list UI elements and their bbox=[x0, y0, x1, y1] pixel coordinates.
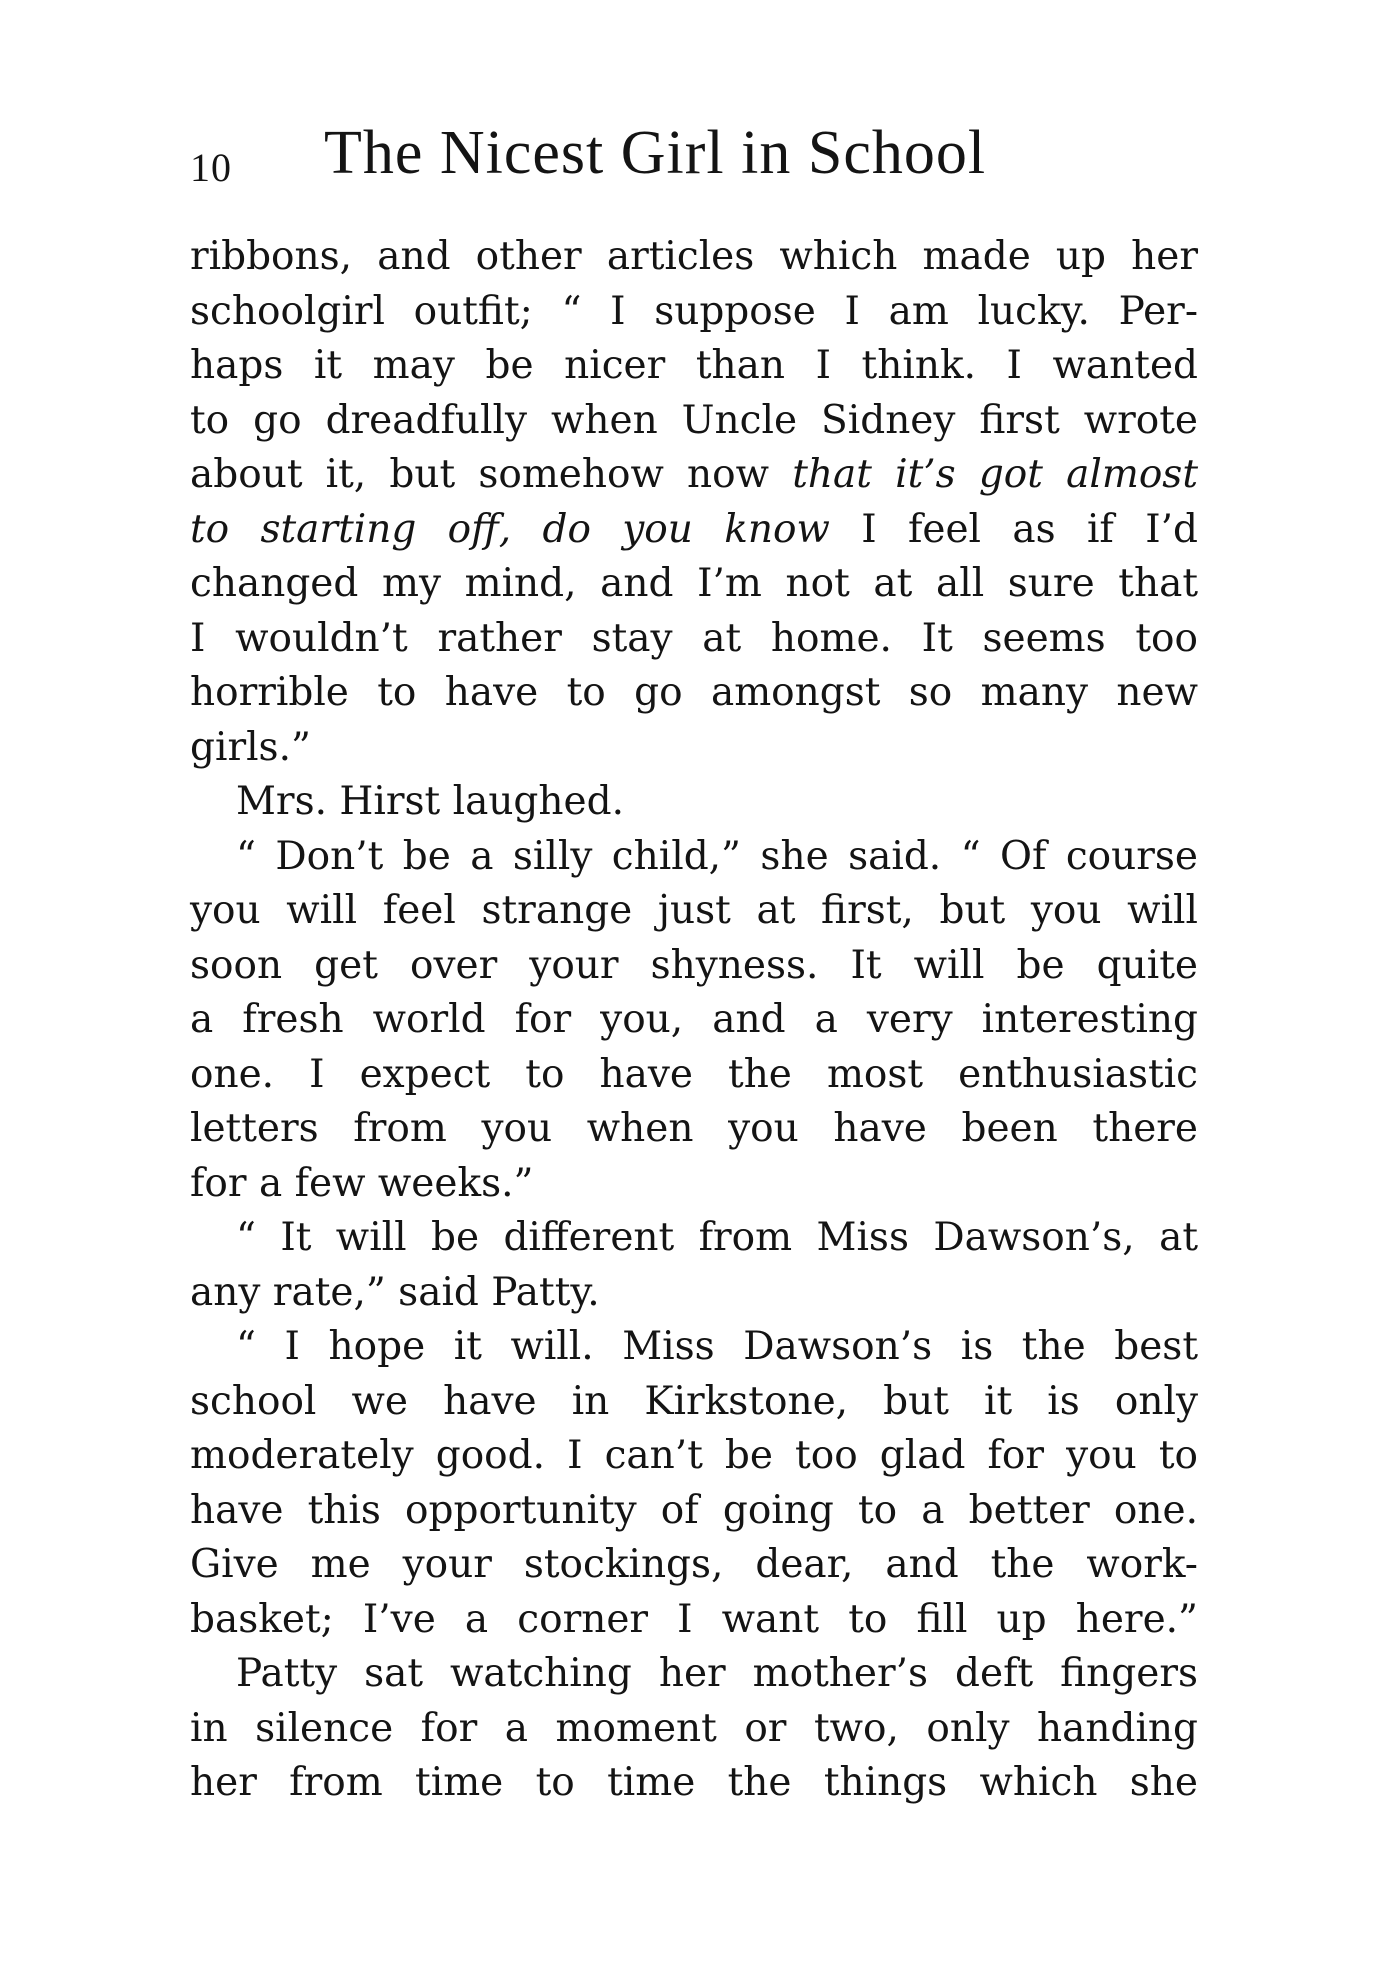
text-line-15: a fresh world for you, and a very interesting bbox=[190, 997, 1198, 1042]
text-line-27: Patty sat watching her mother’s deft fingers bbox=[236, 1651, 1198, 1696]
text-line-7: changed my mind, and I’m not at all sure that bbox=[190, 561, 1198, 606]
text-line-5 bbox=[190, 448, 1198, 503]
text-line-3: haps it may be nicer than I think. I wanted bbox=[190, 343, 1198, 388]
running-head bbox=[190, 118, 1200, 198]
body-text bbox=[190, 230, 1198, 1811]
text-line-6 bbox=[190, 503, 1198, 558]
text-line-29: her from time to time the things which she bbox=[190, 1760, 1198, 1805]
text-line-17: letters from you when you have been there bbox=[190, 1106, 1198, 1151]
text-line-21: “ I hope it will. Miss Dawson’s is the best bbox=[236, 1324, 1198, 1369]
text-line-8: I wouldn’t rather stay at home. It seems too bbox=[190, 615, 1198, 661]
text-line-10: girls.” bbox=[190, 724, 311, 770]
page-number: 10 bbox=[190, 145, 232, 190]
text-line-13: you will feel strange just at first, but you will bbox=[190, 888, 1198, 933]
text-line-16: one. I expect to have the most enthusiastic bbox=[190, 1051, 1198, 1097]
text-line-18: for a few weeks.” bbox=[190, 1160, 534, 1206]
text-line-20: any rate,” said Patty. bbox=[190, 1269, 600, 1315]
text-line-23: moderately good. I can’t be too glad for you to bbox=[190, 1433, 1198, 1478]
text-line-9: horrible to have to go amongst so many new bbox=[190, 670, 1198, 715]
text-line-5-italic: that it’s got almost bbox=[792, 452, 1198, 497]
text-line-25: Give me your stockings, dear, and the work- bbox=[190, 1542, 1198, 1587]
text-line-19: “ It will be different from Miss Dawson’s, at bbox=[236, 1215, 1198, 1260]
text-line-6-italic: to starting off, do you know bbox=[190, 506, 830, 552]
text-line-2: schoolgirl outfit; “ I suppose I am lucky. Per- bbox=[190, 288, 1198, 334]
text-line-6-roman: I feel as if I’d bbox=[861, 506, 1198, 552]
text-line-11: Mrs. Hirst laughed. bbox=[236, 779, 624, 824]
text-line-1: ribbons, and other articles which made up her bbox=[190, 234, 1198, 279]
text-line-4: to go dreadfully when Uncle Sidney first wrote bbox=[190, 397, 1198, 443]
running-title: The Nicest Girl in School bbox=[324, 119, 987, 187]
text-line-14: soon get over your shyness. It will be quite bbox=[190, 942, 1198, 988]
text-line-22: school we have in Kirkstone, but it is only bbox=[190, 1378, 1198, 1424]
text-line-12: “ Don’t be a silly child,” she said. “ Of course bbox=[236, 833, 1198, 879]
text-line-26: basket; I’ve a corner I want to fill up here.” bbox=[190, 1596, 1198, 1642]
text-line-24: have this opportunity of going to a better one. bbox=[190, 1487, 1198, 1533]
text-line-5-roman: about it, but somehow now bbox=[190, 452, 770, 497]
text-line-28: in silence for a moment or two, only handing bbox=[190, 1705, 1198, 1751]
